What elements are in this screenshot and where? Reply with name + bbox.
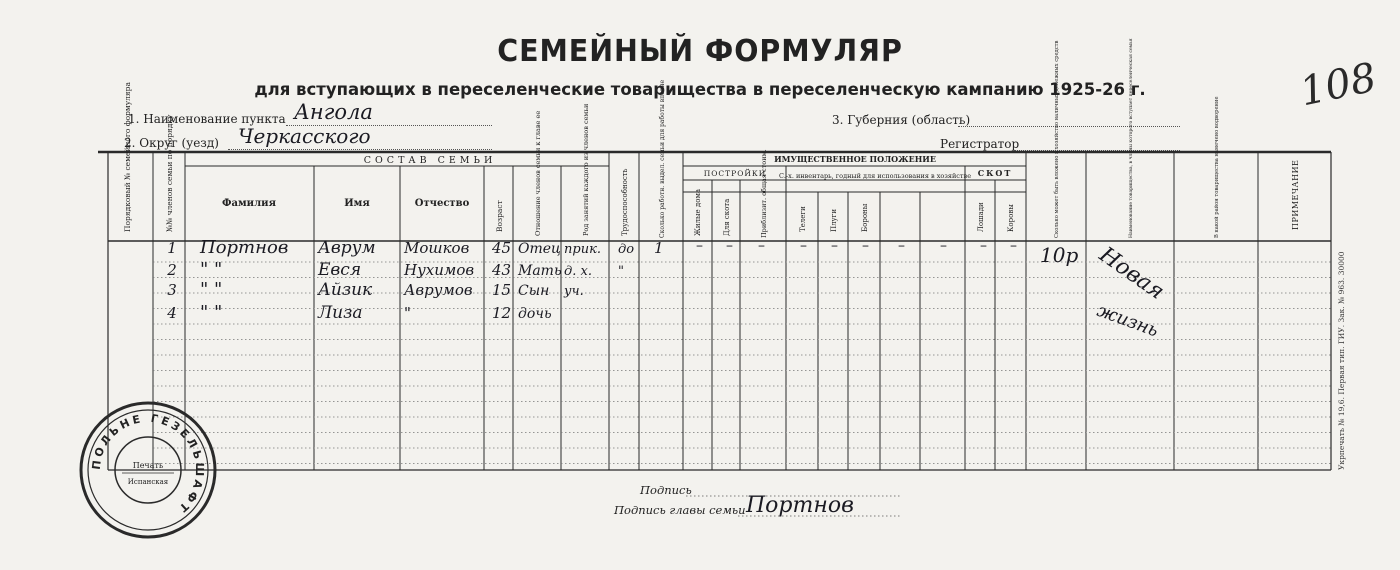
table-rows <box>166 237 663 323</box>
header-partnership: Наименование товарищества, в члены которого вступает переселенческая семья <box>1129 38 1134 238</box>
row-1-occupation: прик. <box>564 242 601 257</box>
row-1-workers: 1 <box>654 239 664 257</box>
header-livestock-bld: Для скота <box>723 198 731 236</box>
row-2-occupation: д. х. <box>564 264 592 279</box>
row-2-patronymic: Нухимов <box>404 261 475 279</box>
row-3-surname: " " <box>200 279 223 300</box>
district-value: Черкасского <box>238 124 371 148</box>
header-carts: Телеги <box>799 206 807 232</box>
header-property-group: ИМУЩЕСТВЕННОЕ ПОЛОЖЕНИЕ <box>774 154 936 164</box>
header-member-no: №№ членов семьи по порядку <box>165 114 174 232</box>
stamp-center-top: Печать <box>132 461 164 470</box>
header-dwelling: Жилые дома <box>694 188 702 236</box>
stamp-center-bottom: Испанская <box>127 478 169 486</box>
row1-dash-10: – <box>1010 238 1017 254</box>
header-notes: ПРИМЕЧАНИЕ <box>1291 159 1300 230</box>
row1-dash-7: – <box>898 238 905 254</box>
row-2-relation: Мать <box>518 263 562 279</box>
row-2-no: 2 <box>167 261 177 279</box>
province-label: 3. Губерния (область) <box>832 113 971 127</box>
header-cash: Сколько может быть вложено в хозяйство наличных денежных средств <box>1054 40 1060 238</box>
row-1-relation: Отец <box>518 241 561 257</box>
point-label: 1. Наименование пункта <box>128 112 286 126</box>
header-inventory-group: С.-х. инвентарь, годный для использования в хозяйстве <box>778 172 972 180</box>
row1-dash-4: – <box>800 238 807 254</box>
header-district-choice: В какой район товарищества намечено водворение <box>1214 96 1220 238</box>
row-4-surname: " " <box>200 302 223 323</box>
row-1-name: Аврум <box>318 238 376 258</box>
row-2-capacity: " <box>618 264 624 279</box>
header-cows: Коровы <box>1007 204 1015 232</box>
header-capacity: Трудоспособность <box>621 168 629 236</box>
header-age: Возраст <box>495 200 504 232</box>
header-ordinal: Порядковый № семейного формуляра <box>123 82 132 232</box>
row-2-age: 43 <box>492 261 512 279</box>
header-harrows: Бороны <box>861 203 869 232</box>
district-label: 2. Округ (уезд) <box>124 136 219 150</box>
partnership-value: Новая <box>1094 242 1169 305</box>
header-occupation: Род занятий каждого из членов семьи <box>582 103 590 236</box>
side-print-note: Укрпечать № 19,6. Первая тип. ГИУ. Зак. № 963. 30000 <box>1337 251 1346 470</box>
row-3-name: Айзик <box>318 280 373 300</box>
row-4-patronymic: " <box>404 304 411 322</box>
row-3-relation: Сын <box>518 283 550 299</box>
header-ploughs: Плуги <box>830 208 838 232</box>
signature-label: Подпись <box>640 483 692 497</box>
row-3-age: 15 <box>492 281 512 299</box>
header-surname: Фамилия <box>222 198 276 209</box>
row1-dash-8: – <box>940 238 947 254</box>
form-subtitle: для вступающих в переселенческие товарищества в переселенческую кампанию 1925-26 г. <box>254 80 1146 99</box>
partnership-value-2: жизнь <box>1094 299 1162 342</box>
row1-dash-5: – <box>831 238 838 254</box>
row-1-age: 45 <box>492 239 512 257</box>
row-1-capacity: до <box>618 242 635 257</box>
point-value: Ангола <box>294 100 373 124</box>
row-3-occupation: уч. <box>564 284 584 299</box>
header-cattle-group: СКОТ <box>977 168 1013 178</box>
row-1-patronymic: Мошков <box>404 239 470 257</box>
row-4-no: 4 <box>167 304 177 322</box>
row1-dash-2: – <box>726 238 733 254</box>
row-2-surname: " " <box>200 259 223 280</box>
row-1-no: 1 <box>167 239 177 257</box>
row1-dash-9: – <box>980 238 987 254</box>
row-3-no: 3 <box>167 281 177 299</box>
row-4-relation: дочь <box>518 306 552 322</box>
row1-dash-3: – <box>758 238 765 254</box>
head-signature-label: Подпись главы семьи <box>614 503 746 517</box>
cash-value: 10р <box>1040 243 1079 267</box>
header-buildings-group: ПОСТРОЙКИ <box>703 169 767 178</box>
header-horses: Лошади <box>977 202 985 232</box>
row-4-age: 12 <box>492 304 512 322</box>
header-patronymic: Отчество <box>414 198 470 209</box>
form-title: СЕМЕЙНЫЙ ФОРМУЛЯР <box>497 34 903 69</box>
row-4-name: Лиза <box>318 303 363 323</box>
header-workers: Сколько работн. выдел. семьи для работы вполне <box>659 79 666 238</box>
row-2-name: Евся <box>318 260 362 280</box>
registrar-label: Регистратор <box>940 137 1020 151</box>
stamp-outer-text: ПОЛЬНЕ ГЕЗЕЛЬШАФТ <box>89 411 207 517</box>
row-1-surname: Портнов <box>200 237 289 258</box>
row-3-patronymic: Аврумов <box>404 281 473 299</box>
page-number: 108 <box>1296 54 1381 116</box>
row1-dash-1: – <box>696 238 703 254</box>
row1-dash-6: – <box>862 238 869 254</box>
header-family-group: СОСТАВ СЕМЬИ <box>363 155 497 166</box>
header-name: Имя <box>344 198 370 209</box>
head-signature-value: Портнов <box>746 493 854 518</box>
header-relation: Отношение членов семьи к главе ее <box>534 110 542 236</box>
header-approx-cost: Приблизит. общая стоим. <box>760 149 768 238</box>
